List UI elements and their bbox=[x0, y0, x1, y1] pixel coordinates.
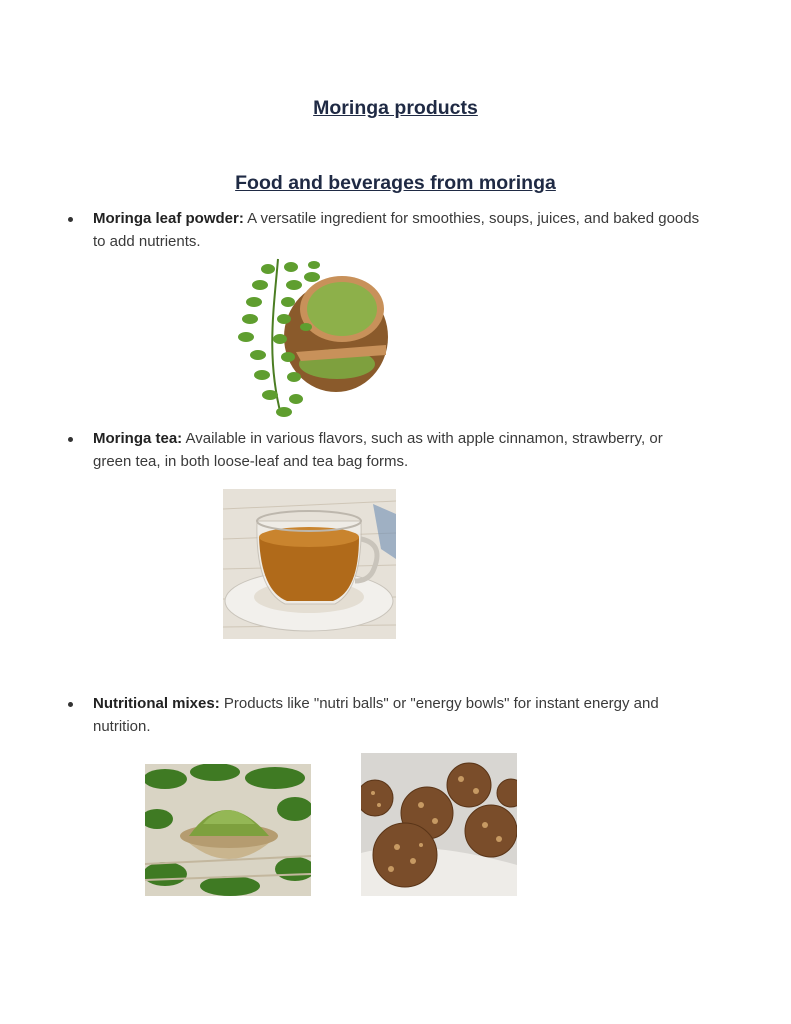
bullet-icon bbox=[68, 437, 73, 442]
list-item-nutritional-mixes bbox=[93, 692, 703, 738]
page-title: Moringa products bbox=[313, 97, 478, 119]
moringa-powder-bowl-image bbox=[145, 764, 311, 896]
item-text: Available in various flavors, such as with apple cinnamon, strawberry, or green tea, in both loose-leaf and tea bag forms. bbox=[93, 430, 663, 470]
energy-balls-image bbox=[361, 753, 517, 896]
item-text: Products like "nutri balls" or "energy bowls" for instant energy and nutrition. bbox=[93, 695, 659, 735]
section-title: Food and beverages from moringa bbox=[235, 172, 556, 194]
item-label: Moringa leaf powder: bbox=[93, 210, 244, 227]
item-text: A versatile ingredient for smoothies, soups, juices, and baked goods to add nutrients. bbox=[93, 210, 700, 250]
moringa-tea-image bbox=[223, 489, 396, 639]
list-item-leaf-powder bbox=[93, 207, 703, 253]
list-item-tea bbox=[93, 427, 703, 473]
item-label: Nutritional mixes: bbox=[93, 695, 220, 712]
bullet-icon bbox=[68, 217, 73, 222]
moringa-leaf-powder-image bbox=[236, 257, 388, 417]
item-label: Moringa tea: bbox=[93, 430, 183, 447]
bullet-icon bbox=[68, 702, 73, 707]
